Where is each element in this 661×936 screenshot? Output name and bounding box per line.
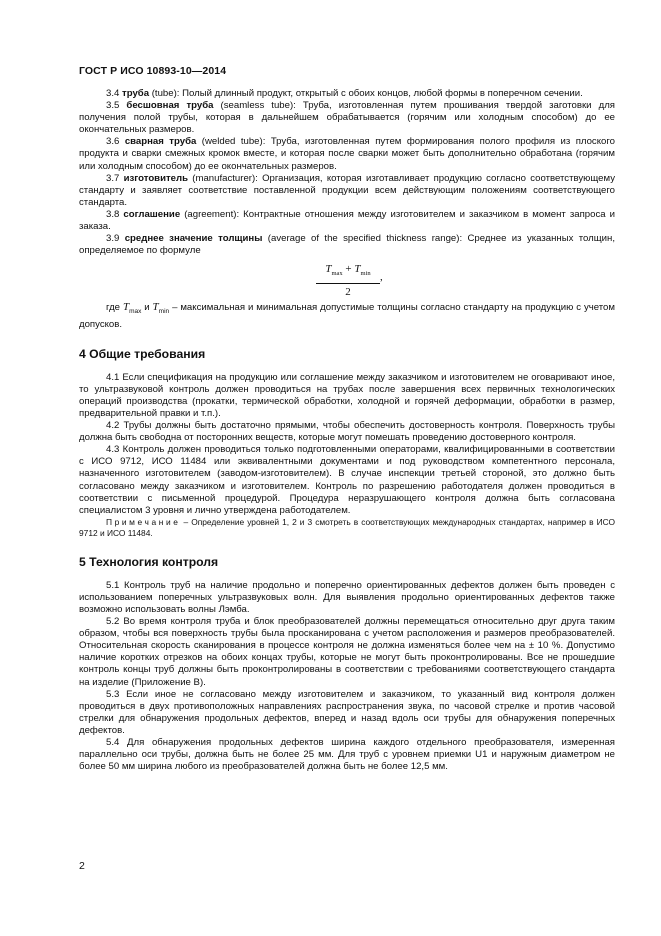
average-thickness-formula bbox=[79, 263, 615, 297]
section-5-title: 5 Технология контроля bbox=[79, 554, 219, 569]
definition-3-5: 3.5 бесшовная труба (seamless tube): Труба, изготовленная путем прошивания твердой заготовки для получения полой трубы, которая в дальнейшем обрабатывается (горячим или холодным способом) до ее окончательных размеров. bbox=[79, 100, 615, 136]
section-4-title: 4 Общие требования bbox=[79, 346, 206, 361]
paragraph-5-3: 5.3 Если иное не согласовано между изготовителем и заказчиком, то указанный вид контроля должен проводиться в двух противоположных направлениях распространения звука, по часовой стрелке и против часовой стрелки для обнаружения продольных дефектов, вперед и назад вдоль оси трубы для обнаружения поперечных дефектов. bbox=[79, 688, 615, 736]
formula-explanation: где $T_{max}$ и $T_{min}$ – максимальная и минимальная допустимые толщины согласно стандарту на продукцию с учетом допусков. bbox=[79, 301, 615, 330]
document-header: ГОСТ Р ИСО 10893-10—2014 bbox=[79, 65, 227, 77]
note-label: Примечание bbox=[106, 516, 181, 527]
page-number: 2 bbox=[79, 860, 85, 872]
paragraph-5-1: 5.1 Контроль труб на наличие продольно и поперечно ориентированных дефектов должен быть проведен с использованием поперечных ультразвуковых волн. Для выявления продольно ориентированных дефектов также возможно использовать волны Лэмба. bbox=[79, 579, 615, 615]
definition-3-8: 3.8 соглашение (agreement): Контрактные отношения между изготовителем и заказчиком в момент запроса и заказа. bbox=[79, 208, 616, 233]
note bbox=[79, 517, 615, 539]
formula-comma: , bbox=[380, 271, 383, 284]
definition-3-6: 3.6 сварная труба (welded tube): Труба, изготовленная путем формирования полого профиля из плоского продукта и сварки смежных кромок вместе, и которая после сварки может быть дополнительно обработана (горячим или холодным способом) до ее окончательных размеров. bbox=[79, 136, 615, 172]
document-body bbox=[79, 88, 615, 773]
paragraph-5-4: 5.4 Для обнаружения продольных дефектов ширина каждого отдельного преобразователя, измеренная параллельно оси трубы, должна быть не более 25 мм. Для труб с уровнем приемки U1 и наружным диаметром не более 50 мм ширина любого из преобразователей должна быть не более 12,5 мм. bbox=[79, 737, 615, 773]
note-text: – Определение уровней 1, 2 и 3 смотреть в соответствующих международных стандартах, например в ИСО 9712 и ИСО 11484. bbox=[79, 516, 615, 538]
definition-3-4: 3.4 труба (tube): Полый длинный продукт, открытый с обоих концов, любой формы в поперечном сечении. bbox=[106, 88, 583, 99]
paragraph-4-2: 4.2 Трубы должны быть достаточно прямыми, чтобы обеспечить достоверность контроля. Поверхность трубы должна быть свободна от посторонних веществ, которые могут помешать проведению достоверного контроля. bbox=[79, 420, 615, 444]
paragraph-4-1: 4.1 Если спецификация на продукцию или соглашение между заказчиком и изготовителем не оговаривают иное, то ультразвуковой контроль должен проводиться на трубах после завершения всех первичных технологических операций производства (прокатки, термической обработки, холодной и горячей деформации, обработки в размер, предварительной правки и т.п.). bbox=[79, 371, 615, 419]
definition-3-9: 3.9 среднее значение толщины (average of the specified thickness range): Среднее из указанных толщин, определяемое по формуле bbox=[79, 233, 615, 257]
paragraph-4-3: 4.3 Контроль должен проводиться только подготовленными операторами, квалифицированными в соответствии с ИСО 9712, ИСО 11484 или эквивалентными документами и под руководством компетентного персонала, назначенного изготовителем (заводом-изготовителем). В случае инспекции третьей стороной, это должно быть согласовано между заказчиком и изготовителем. Контроль по разрешению работодателя должен проводиться в соответствии с письменной процедурой. Процедура неразрушающего контроля должна быть согласована специалистом 3 уровня и лично утверждена работодателем. bbox=[79, 444, 615, 516]
formula-denominator: 2 bbox=[345, 285, 351, 298]
formula-fraction bbox=[316, 263, 380, 297]
definition-3-7: 3.7 изготовитель (manufacturer): Организация, которая изготавливает продукцию согласно соответствующему стандарту и заявляет соответствие поставленной продукции всем действующим положениям соответствующего стандарта. bbox=[79, 172, 615, 208]
paragraph-5-2: 5.2 Во время контроля труба и блок преобразователей должны перемещаться относительно друг друга таким образом, чтобы вся поверхность трубы была просканирована с учетом расположения и размеров преобразователей. Относительная скорость сканирования в процессе контроля не должна изменяться более чем на ± 10 %. Допустимо наличие коротких отрезков на обоих концах трубы, которые не могут быть проконтролированы. Все не прошедшие контроль концы труб должны быть проконтролированы в соответствии с требованиями соответствующего стандарта на изделие (Приложение В). bbox=[79, 616, 615, 688]
formula-numerator: $T_{max} + T_{min}$ bbox=[316, 263, 380, 283]
